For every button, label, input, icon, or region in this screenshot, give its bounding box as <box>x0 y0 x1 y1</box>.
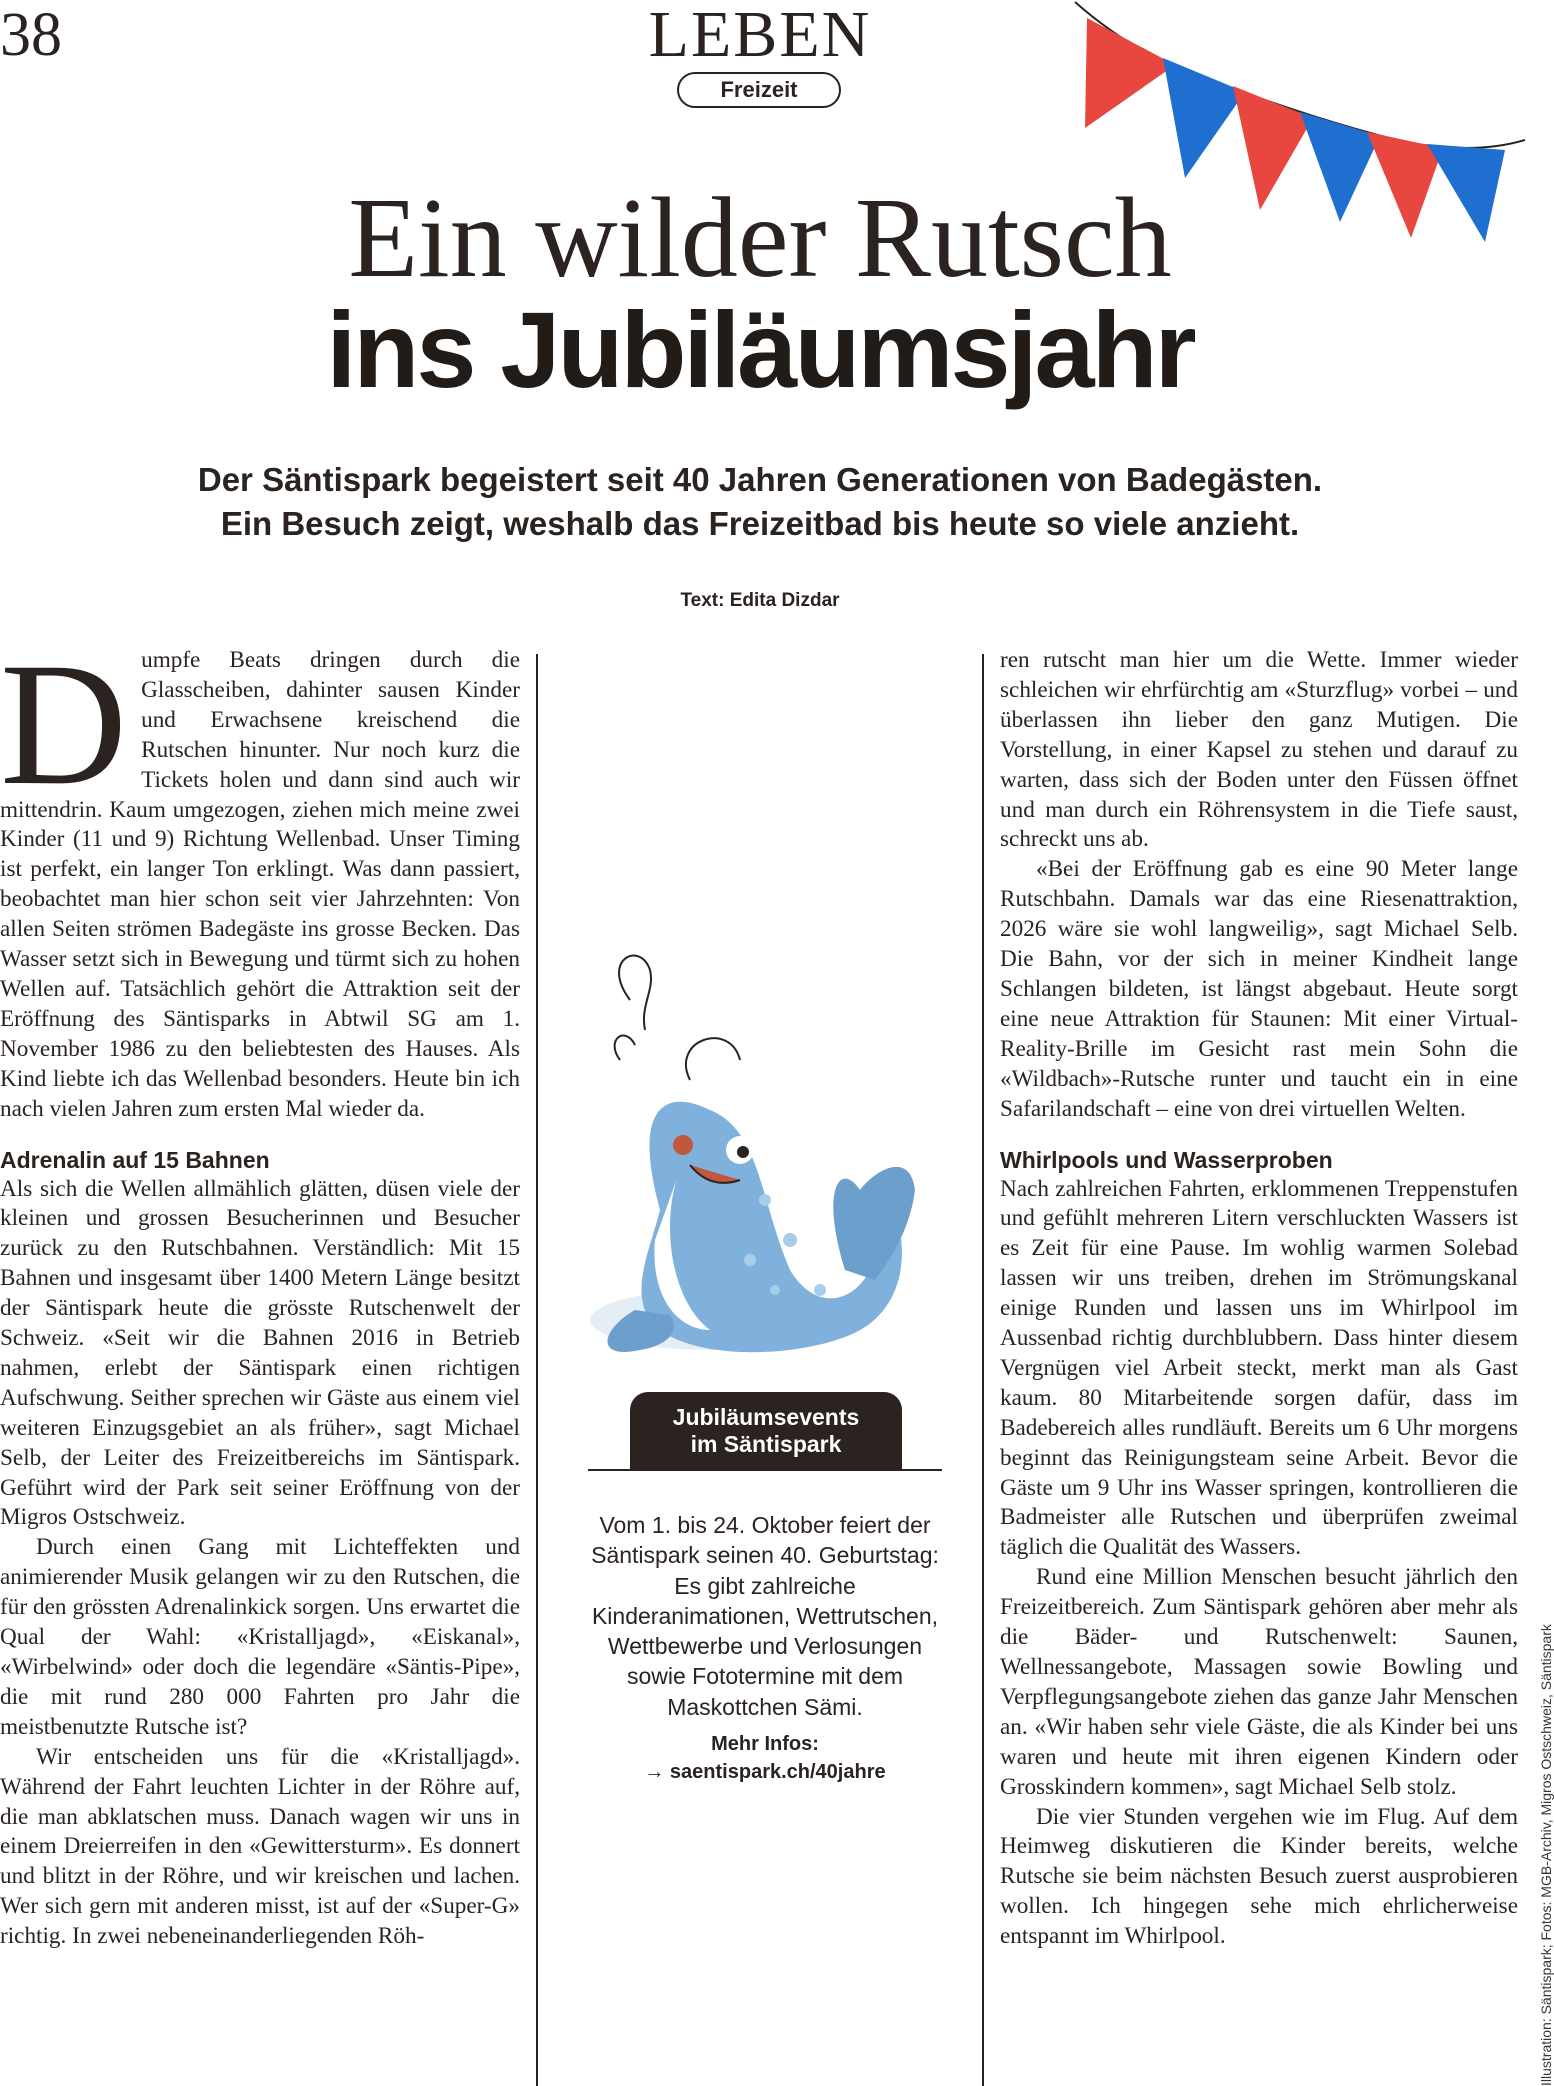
seal-mascot-illustration <box>590 940 930 1380</box>
lead-line1: Der Säntispark begeistert seit 40 Jahren Generationen von Badegästen. <box>197 461 1323 498</box>
subheading: Whirlpools und Wasserproben <box>1000 1146 1333 1173</box>
headline-line2: ins Jubiläumsjahr <box>326 289 1194 410</box>
drop-cap: D <box>0 627 128 822</box>
byline: Text: Edita Dizdar <box>680 590 840 611</box>
section-title: LEBEN <box>648 0 872 71</box>
infobox-header-line1: Jubiläumsevents <box>672 1404 860 1430</box>
infobox-header <box>630 1392 902 1470</box>
bunting-flag <box>1085 18 1175 128</box>
paragraph: umpfe Beats dringen durch die Glasscheiben, dahinter sausen Kinder und Erwachsene kreischend die Rutschen hinunter. Nur noch kurz die Tickets holen und dann sind auch wir mittendrin. Kaum umgezogen, ziehen mich meine zwei Kinder (11 und 9) Richtung Wellenbad. Unser Timing ist perfekt, ein langer Ton erklingt. Was dann passiert, beobachtet man hier schon seit vier Jahrzehnten: Von allen Seiten strömen Badegäste ins grosse Becken. Das Wasser setzt sich in Bewegung und türmt sich zu hohen Wellen auf. Tatsächlich gehört die Attraktion seit der Eröffnung des Säntisparks in Abtwil SG am 1. November 1986 zu den beliebtesten des Hauses. Als Kind liebte ich das Wellenbad besonders. Heute bin ich nach vielen Jahren zum ersten Mal wieder da. <box>0 647 520 1122</box>
paragraph: ren rutscht man hier um die Wette. Immer wieder schleichen wir ehrfürchtig am «Sturzflug» vorbei – und überlassen ihn lieber den ganz Mutigen. Die Vorstellung, in einer Kapsel zu stehen und darauf zu warten, dass sich der Boden unter den Füssen öffnet und man durch ein Röhrensystem in die Tiefe saust, schreckt uns ab. <box>1000 647 1518 853</box>
paragraph: Die vier Stunden vergehen wie im Flug. Auf dem Heimweg diskutieren die Kinder bereits, welche Rutsche sie beim nächsten Besuch zuerst ausprobieren wollen. Ich hingegen sehe mich ehrlicherweise entspannt im Whirlpool. <box>1000 1803 1518 1950</box>
paragraph: Durch einen Gang mit Lichteffekten und animierender Musik gelangen wir zu den Rutschen, die für den grössten Adrenalinkick sorgen. Uns erwartet die Qual der Wahl: «Kristalljagd», «Eiskanal», «Wirbelwind» oder doch die legendäre «Säntis-Pipe», die mit rund 280 000 Fahrten pro Jahr die meistbenutzte Rutsche ist? <box>0 1534 520 1740</box>
infobox-header-line2: im Säntispark <box>690 1431 842 1457</box>
infobox-rule <box>588 1469 942 1471</box>
infobox-text: Vom 1. bis 24. Oktober feiert der Säntispark seinen 40. Geburtstag: Es gibt zahlreiche Kinderanimationen, Wettrutschen, Wettbewerbe und Verlosungen sowie Fototermine mit dem Maskottchen Sämi. <box>591 1512 939 1720</box>
bunting-flag <box>1163 58 1245 178</box>
lead-text <box>0 458 1520 546</box>
lead-line2: Ein Besuch zeigt, weshalb das Freizeitbad bis heute so viele anzieht. <box>220 505 1300 542</box>
column-rule <box>982 654 984 2086</box>
image-credit: Illustration: Säntispark; Fotos: MGB-Archiv, Migros Ostschweiz, Säntispark <box>1538 1624 1554 2086</box>
headline-line1: Ein wilder Rutsch <box>348 174 1172 301</box>
paragraph: Wir entscheiden uns für die «Kristalljagd». Während der Fahrt leuchten Lichter in der Röhre auf, die man abklatschen muss. Danach wagen wir uns in einem Dreierreifen in den «Gewittersturm». Es donnert und blitzt in der Röhre, und wir kreischen und lachen. Wer sich gern mit anderen misst, ist auf der «Super-G» richtig. In zwei nebeneinanderliegenden Röh- <box>0 1743 520 1950</box>
article-column-3 <box>1000 646 1518 1952</box>
paragraph: Als sich die Wellen allmählich glätten, düsen viele der kleinen und grossen Besucherinnen und Besucher zurück zu den Rutschbahnen. Verständlich: Mit 15 Bahnen und insgesamt über 1400 Metern Länge besitzt der Säntispark heute die grösste Rutschenwelt der Schweiz. «Seit wir die Bahnen 2016 in Betrieb nahmen, erlebt der Säntispark einen richtigen Aufschwung. Seither sprechen wir Gäste aus einem viel weiteren Einzugsgebiet an als früher», sagt Michael Selb, der Leiter des Freizeitbereichs im Säntispark. Geführt wird der Park seit seiner Eröffnung von der Migros Ostschweiz. <box>0 1175 520 1531</box>
paragraph: Rund eine Million Menschen besucht jährlich den Freizeitbereich. Zum Säntispark gehören aber mehr als die Bäder- und Rutschenwelt: Saunen, Wellnessangebote, Massagen sowie Bowling und Verpflegungsangebote ziehen das ganze Jahr Menschen an. «Wir haben sehr viele Gäste, die als Kinder bei uns waren und heute mit ihren eigenen Kindern oder Grosskindern kommen», sagt Michael Selb stolz. <box>1000 1564 1518 1800</box>
column-rule <box>536 654 538 2086</box>
article-column-1 <box>0 627 520 1952</box>
infobox-more-label: Mehr Infos: <box>711 1733 819 1755</box>
subheading: Adrenalin auf 15 Bahnen <box>0 1146 270 1173</box>
paragraph: «Bei der Eröffnung gab es eine 90 Meter lange Rutschbahn. Damals war das eine Riesenattraktion, 2026 wäre sie wohl langweilig», sagt Michael Selb. Die Bahn, vor der sich in meiner Kindheit lange Schlangen bildeten, ist längst abgebaut. Heute sorgt eine neue Attraktion für Staunen: Mit einer Virtual-Reality-Brille im Gesicht rast mein Sohn die «Wildbach»-Rutsche runter und taucht ein in eine Safarilandschaft – eine von drei virtuellen Welten. <box>1000 856 1518 1122</box>
page-number: 38 <box>0 1 62 69</box>
infobox-more <box>588 1730 942 1786</box>
subsection-badge: Freizeit <box>677 72 841 108</box>
infobox-link[interactable]: → saentispark.ch/40jahre <box>644 1761 886 1783</box>
paragraph: Nach zahlreichen Fahrten, erklommenen Treppenstufen und gefühlt mehreren Litern verschluckten Wassers ist es Zeit für eine Pause. Im wohlig warmen Solebad lassen wir uns treiben, drehen im Strömungskanal einige Runden und lassen uns im Whirlpool im Aussenbad richtig durchblubbern. Dass hinter diesem Vergnügen viel Arbeit steckt, merkt man als Gast kaum. 80 Mitarbeitende sorgen dafür, dass im Badebereich alles rundläuft. Bereits um 6 Uhr morgens beginnt das Reinigungsteam seine Arbeit. Bevor die Gäste um 9 Uhr ins Wasser springen, kontrollieren die Badmeister alle Rutschen und überprüfen zweimal täglich die Qualität des Wassers. <box>1000 1175 1518 1561</box>
